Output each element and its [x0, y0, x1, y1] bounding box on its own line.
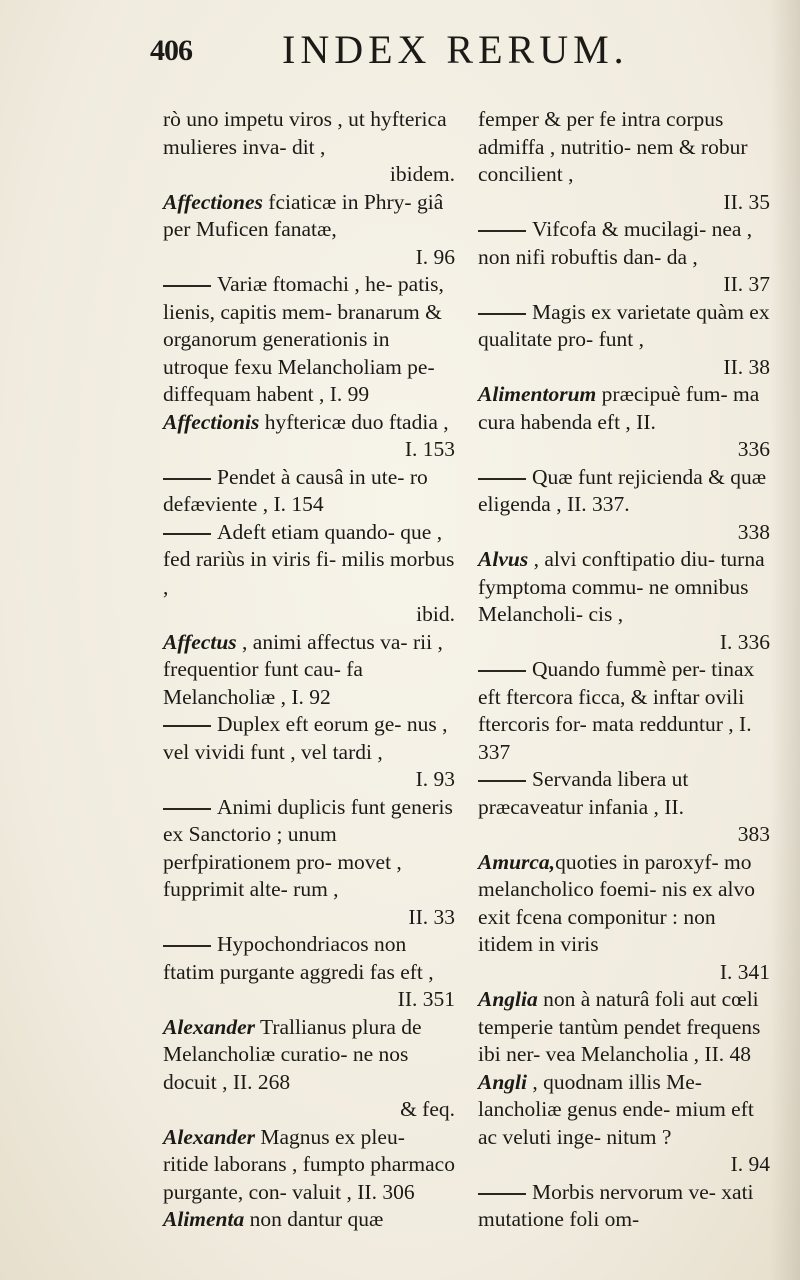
entry-dash — [163, 945, 211, 947]
entry-text: Vifcofa & mucilagi- nea , non nifi robuftis dan- da , — [478, 217, 753, 269]
left-column — [163, 106, 455, 1234]
reference-text: 338 — [737, 519, 770, 544]
entry-text: præcipuè fum- ma cura habenda eft , II. — [478, 382, 760, 434]
entry-dash — [478, 313, 526, 315]
entry-text: Magnus ex pleu- ritide laborans , fumpto pharmaco purgante, con- valuit , II. 306 — [163, 1124, 455, 1204]
index-entry — [163, 711, 455, 766]
index-headword: Alimentorum — [478, 382, 597, 406]
index-entry — [163, 794, 455, 904]
index-reference — [478, 519, 770, 547]
index-entry — [478, 216, 770, 271]
page-number: 406 — [150, 34, 192, 67]
entry-text: non à naturâ foli aut cœli temperie tantùm pendet frequens ibi ner- vea Melancholia , II. 48 — [478, 987, 761, 1066]
index-entry — [478, 986, 770, 1069]
index-entry — [163, 271, 455, 409]
index-entry — [163, 464, 455, 519]
index-reference — [163, 1096, 455, 1124]
entry-dash — [163, 725, 211, 727]
running-title: INDEX RERUM. — [282, 27, 629, 72]
reference-text: I. 153 — [404, 437, 455, 461]
index-reference — [478, 629, 770, 657]
entry-text: Duplex eft eorum ge- nus , vel vividi funt , vel tardi , — [163, 712, 448, 764]
index-entry — [163, 1206, 455, 1234]
index-headword: Alexander — [163, 1124, 255, 1149]
entry-dash — [163, 533, 211, 535]
index-reference — [478, 821, 770, 849]
reference-text: II. 38 — [723, 354, 770, 379]
entry-dash — [163, 285, 211, 287]
index-reference — [478, 189, 770, 217]
right-column — [478, 106, 770, 1234]
index-entry — [163, 106, 455, 161]
index-entry — [478, 849, 770, 959]
index-reference — [163, 904, 455, 932]
index-entry — [478, 106, 770, 189]
page-header — [150, 20, 770, 80]
index-headword: Affectiones — [163, 189, 263, 214]
index-entry — [478, 381, 770, 436]
entry-dash — [478, 780, 526, 782]
reference-text: & feq. — [400, 1097, 455, 1121]
entry-text: non dantur quæ — [244, 1207, 384, 1231]
index-entry — [478, 766, 770, 821]
entry-text: , quodnam illis Me- lancholiæ genus ende- mium eft ac veluti inge- nitum ? — [478, 1069, 754, 1149]
reference-text: II. 351 — [397, 987, 455, 1011]
reference-text: II. 37 — [723, 272, 770, 296]
index-headword: Alexander — [163, 1014, 255, 1039]
index-entry — [163, 519, 455, 602]
entry-text: Hypochondriacos non ftatim purgante aggredi fas eft , — [163, 932, 434, 984]
index-reference — [478, 436, 770, 464]
entry-dash — [478, 230, 526, 232]
index-headword: Amurca, — [478, 849, 556, 874]
index-entry — [163, 189, 455, 244]
entry-text: Animi duplicis funt generis ex Sanctorio ; unum perfpirationem pro- movet , fupprimit alte- rum , — [163, 794, 453, 901]
entry-text: Pendet à causâ in ute- ro defæviente , I. 154 — [163, 464, 428, 516]
entry-text: Variæ ftomachi , he- patis, lienis, capitis mem- branarum & organorum generationis in utroque fexu Melancholiam pe- diffequam habent , I. 99 — [163, 272, 444, 406]
reference-text: II. 33 — [408, 904, 455, 929]
index-headword: Alimenta — [163, 1207, 245, 1231]
entry-text: femper & per fe intra corpus admiffa , nutritio- nem & robur concilient , — [478, 107, 748, 186]
index-entry — [478, 1069, 770, 1152]
reference-text: ibidem. — [389, 162, 455, 186]
entry-text: Magis ex varietate quàm ex qualitate pro- funt , — [478, 299, 770, 351]
reference-text: I. 341 — [719, 959, 770, 984]
index-reference — [163, 986, 455, 1014]
index-entry — [163, 1124, 455, 1207]
entry-text: quoties in paroxyf- mo melancholico foemi- nis ex alvo exit fcena componitur : non itidem in viris — [478, 849, 756, 956]
reference-text: I. 336 — [719, 629, 770, 654]
entry-text: Servanda libera ut præcaveatur infania , II. — [478, 767, 689, 819]
reference-text: I. 94 — [730, 1152, 770, 1176]
index-entry — [163, 409, 455, 437]
index-entry — [478, 546, 770, 629]
index-entry — [478, 656, 770, 766]
index-reference — [163, 244, 455, 272]
index-entry — [163, 931, 455, 986]
entry-text: Adeft etiam quando- que , fed rariùs in viris fi- milis morbus , — [163, 519, 455, 599]
entry-text: Morbis nervorum ve- xati mutatione foli om- — [478, 1179, 754, 1231]
entry-text: Quando fummè per- tinax eft ftercora ficca, & inftar ovili ftercoris for- mata redduntur , I. 337 — [478, 657, 755, 764]
index-entry — [163, 629, 455, 712]
entry-text: hyftericæ duo ftadia , — [259, 409, 449, 434]
index-reference — [163, 766, 455, 794]
reference-text: ibid. — [416, 602, 455, 626]
reference-text: II. 35 — [723, 189, 770, 214]
index-reference — [478, 1151, 770, 1179]
index-headword: Angli — [478, 1069, 527, 1094]
entry-text: , alvi conftipatio diu- turna fymptoma commu- ne omnibus Melancholi- cis , — [478, 547, 765, 626]
entry-dash — [478, 478, 526, 480]
entry-dash — [163, 478, 211, 480]
entry-text: , animi affectus va- rii , frequentior funt cau- fa Melancholiæ , I. 92 — [163, 629, 443, 709]
index-reference — [163, 161, 455, 189]
index-headword: Anglia — [478, 987, 538, 1011]
entry-dash — [478, 1193, 526, 1195]
entry-text: rò uno impetu viros , ut hyfterica mulieres inva- dit , — [163, 107, 447, 159]
index-headword: Affectus — [163, 629, 237, 654]
index-entry — [163, 1014, 455, 1097]
index-reference — [478, 959, 770, 987]
reference-text: 336 — [737, 437, 770, 461]
index-reference — [478, 271, 770, 299]
index-reference — [163, 436, 455, 464]
index-entry — [478, 1179, 770, 1234]
reference-text: I. 93 — [415, 767, 455, 791]
reference-text: I. 96 — [415, 244, 455, 269]
entry-dash — [478, 670, 526, 672]
reference-text: 383 — [737, 822, 770, 846]
entry-text: Quæ funt rejicienda & quæ eligenda , II. 337. — [478, 464, 767, 516]
index-reference — [478, 354, 770, 382]
page-edge-shadow — [770, 0, 800, 1280]
index-headword: Alvus — [478, 547, 529, 571]
entry-text: fciaticæ in Phry- giâ per Muficen fanatæ, — [163, 189, 444, 241]
entry-text: Trallianus plura de Melancholiæ curatio- ne nos docuit , II. 268 — [163, 1014, 422, 1094]
entry-dash — [163, 808, 211, 810]
index-headword: Affectionis — [163, 409, 260, 434]
index-reference — [163, 601, 455, 629]
index-entry — [478, 299, 770, 354]
index-entry — [478, 464, 770, 519]
